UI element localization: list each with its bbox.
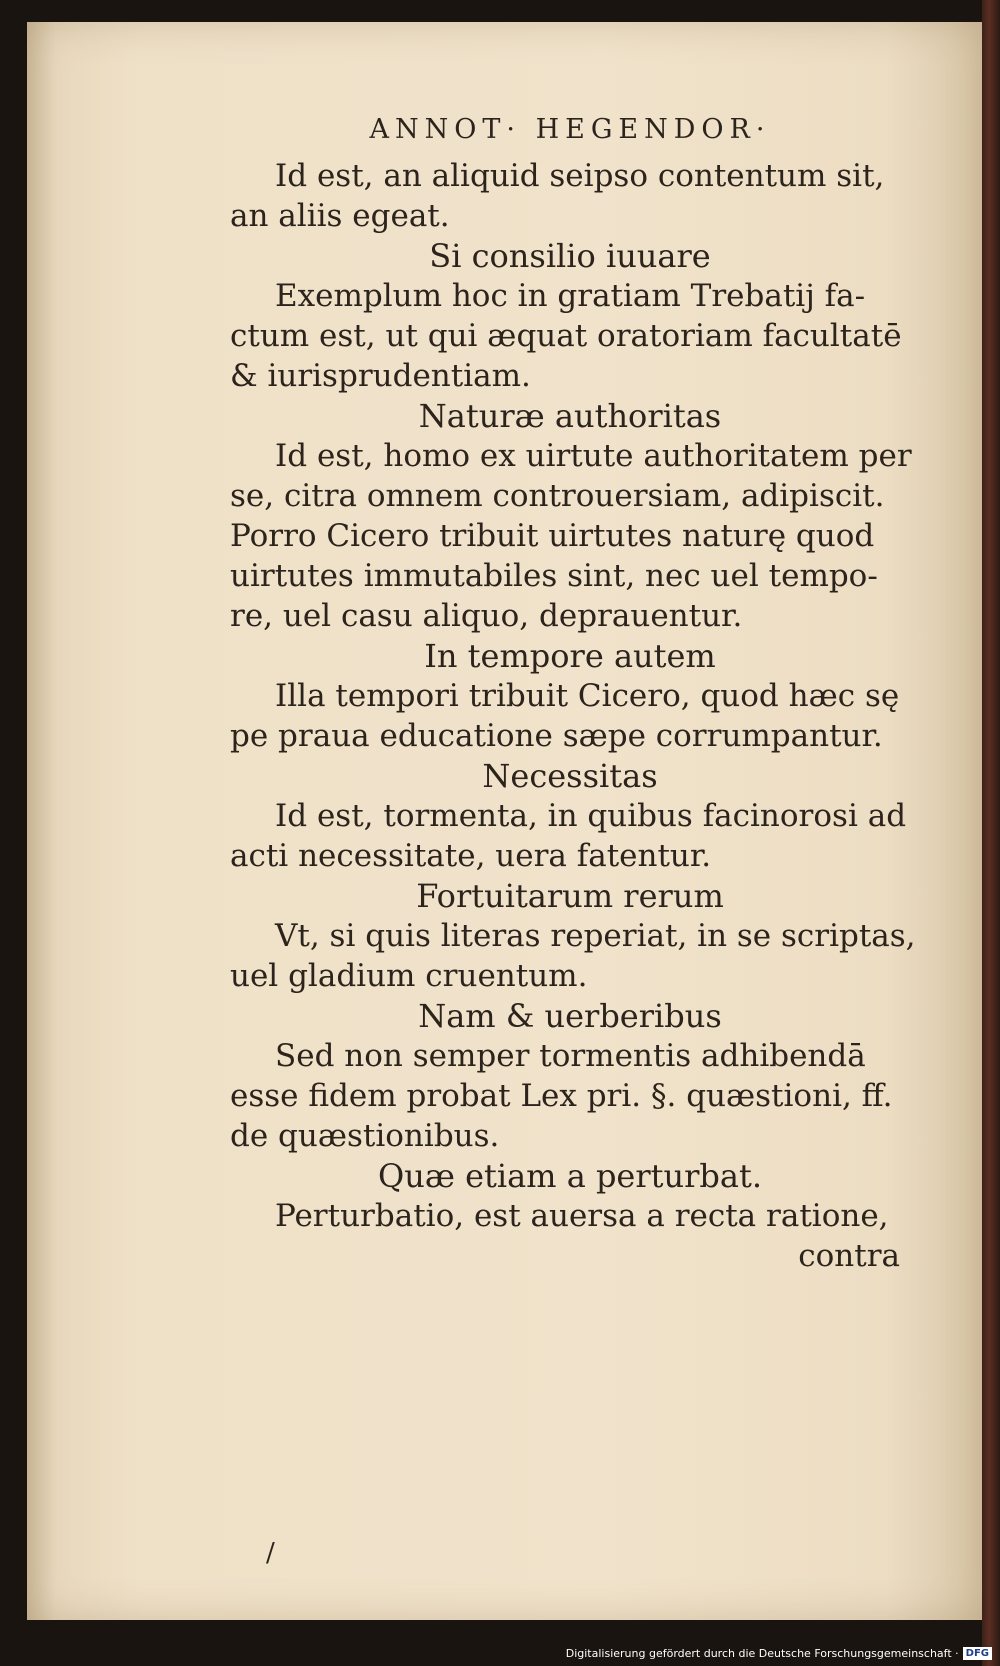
lemma-heading: Quæ etiam a perturbat.: [377, 1157, 763, 1195]
lemma-heading: In tempore autem: [424, 637, 716, 675]
text-line: & iurisprudentiam.: [230, 358, 531, 394]
footer-credit: [566, 1647, 992, 1660]
text-line: pe praua educatione sæpe corrumpantur.: [230, 718, 883, 754]
text-line: ctum est, ut qui æquat oratoriam facultatē: [230, 318, 902, 354]
catchword: contra: [798, 1238, 900, 1274]
text-line: Sed non semper tormentis adhibendā: [275, 1038, 866, 1074]
text-line: se, citra omnem controuersiam, adipiscit.: [230, 478, 885, 514]
lemma-heading: Fortuitarum rerum: [416, 877, 724, 915]
text-line: Exemplum hoc in gratiam Trebatij fa-: [275, 278, 866, 314]
text-line: acti necessitate, uera fatentur.: [230, 838, 712, 874]
text-line: Id est, tormenta, in quibus facinorosi ad: [275, 798, 907, 834]
text-line: re, uel casu aliquo, deprauentur.: [230, 598, 743, 634]
text-line: Id est, an aliquid seipso contentum sit,: [275, 158, 885, 194]
lemma-heading: Naturæ authoritas: [418, 397, 722, 435]
text-line: esse fidem probat Lex pri. §. quæstioni, ff.: [230, 1078, 893, 1114]
text-lines: [230, 156, 916, 1276]
margin-mark: /: [266, 1538, 275, 1568]
text-line: Vt, si quis literas reperiat, in se scriptas,: [275, 918, 916, 954]
lemma-heading: Necessitas: [482, 757, 658, 795]
text-line: an aliis egeat.: [230, 198, 450, 234]
footer-text: Digitalisierung gefördert durch die Deutsche Forschungsgemeinschaft ·: [565, 1647, 959, 1660]
lemma-heading: Nam & uerberibus: [418, 997, 722, 1035]
text-line: uel gladium cruentum.: [230, 958, 588, 994]
page-text-block: [230, 110, 916, 1276]
text-line: Perturbatio, est auersa a recta ratione,: [275, 1198, 889, 1234]
running-head: ANNOT· HEGENDOR·: [369, 114, 771, 145]
book-edge: [982, 0, 1000, 1666]
lemma-heading: Si consilio iuuare: [429, 237, 711, 275]
text-line: Id est, homo ex uirtute authoritatem per: [275, 438, 912, 474]
text-line: uirtutes immutabiles sint, nec uel tempo-: [230, 558, 878, 594]
dfg-logo: DFG: [963, 1647, 992, 1660]
text-line: Porro Cicero tribuit uirtutes naturę quod: [230, 518, 875, 554]
text-line: Illa tempori tribuit Cicero, quod hæc sę: [275, 678, 900, 714]
text-line: de quæstionibus.: [230, 1118, 500, 1154]
